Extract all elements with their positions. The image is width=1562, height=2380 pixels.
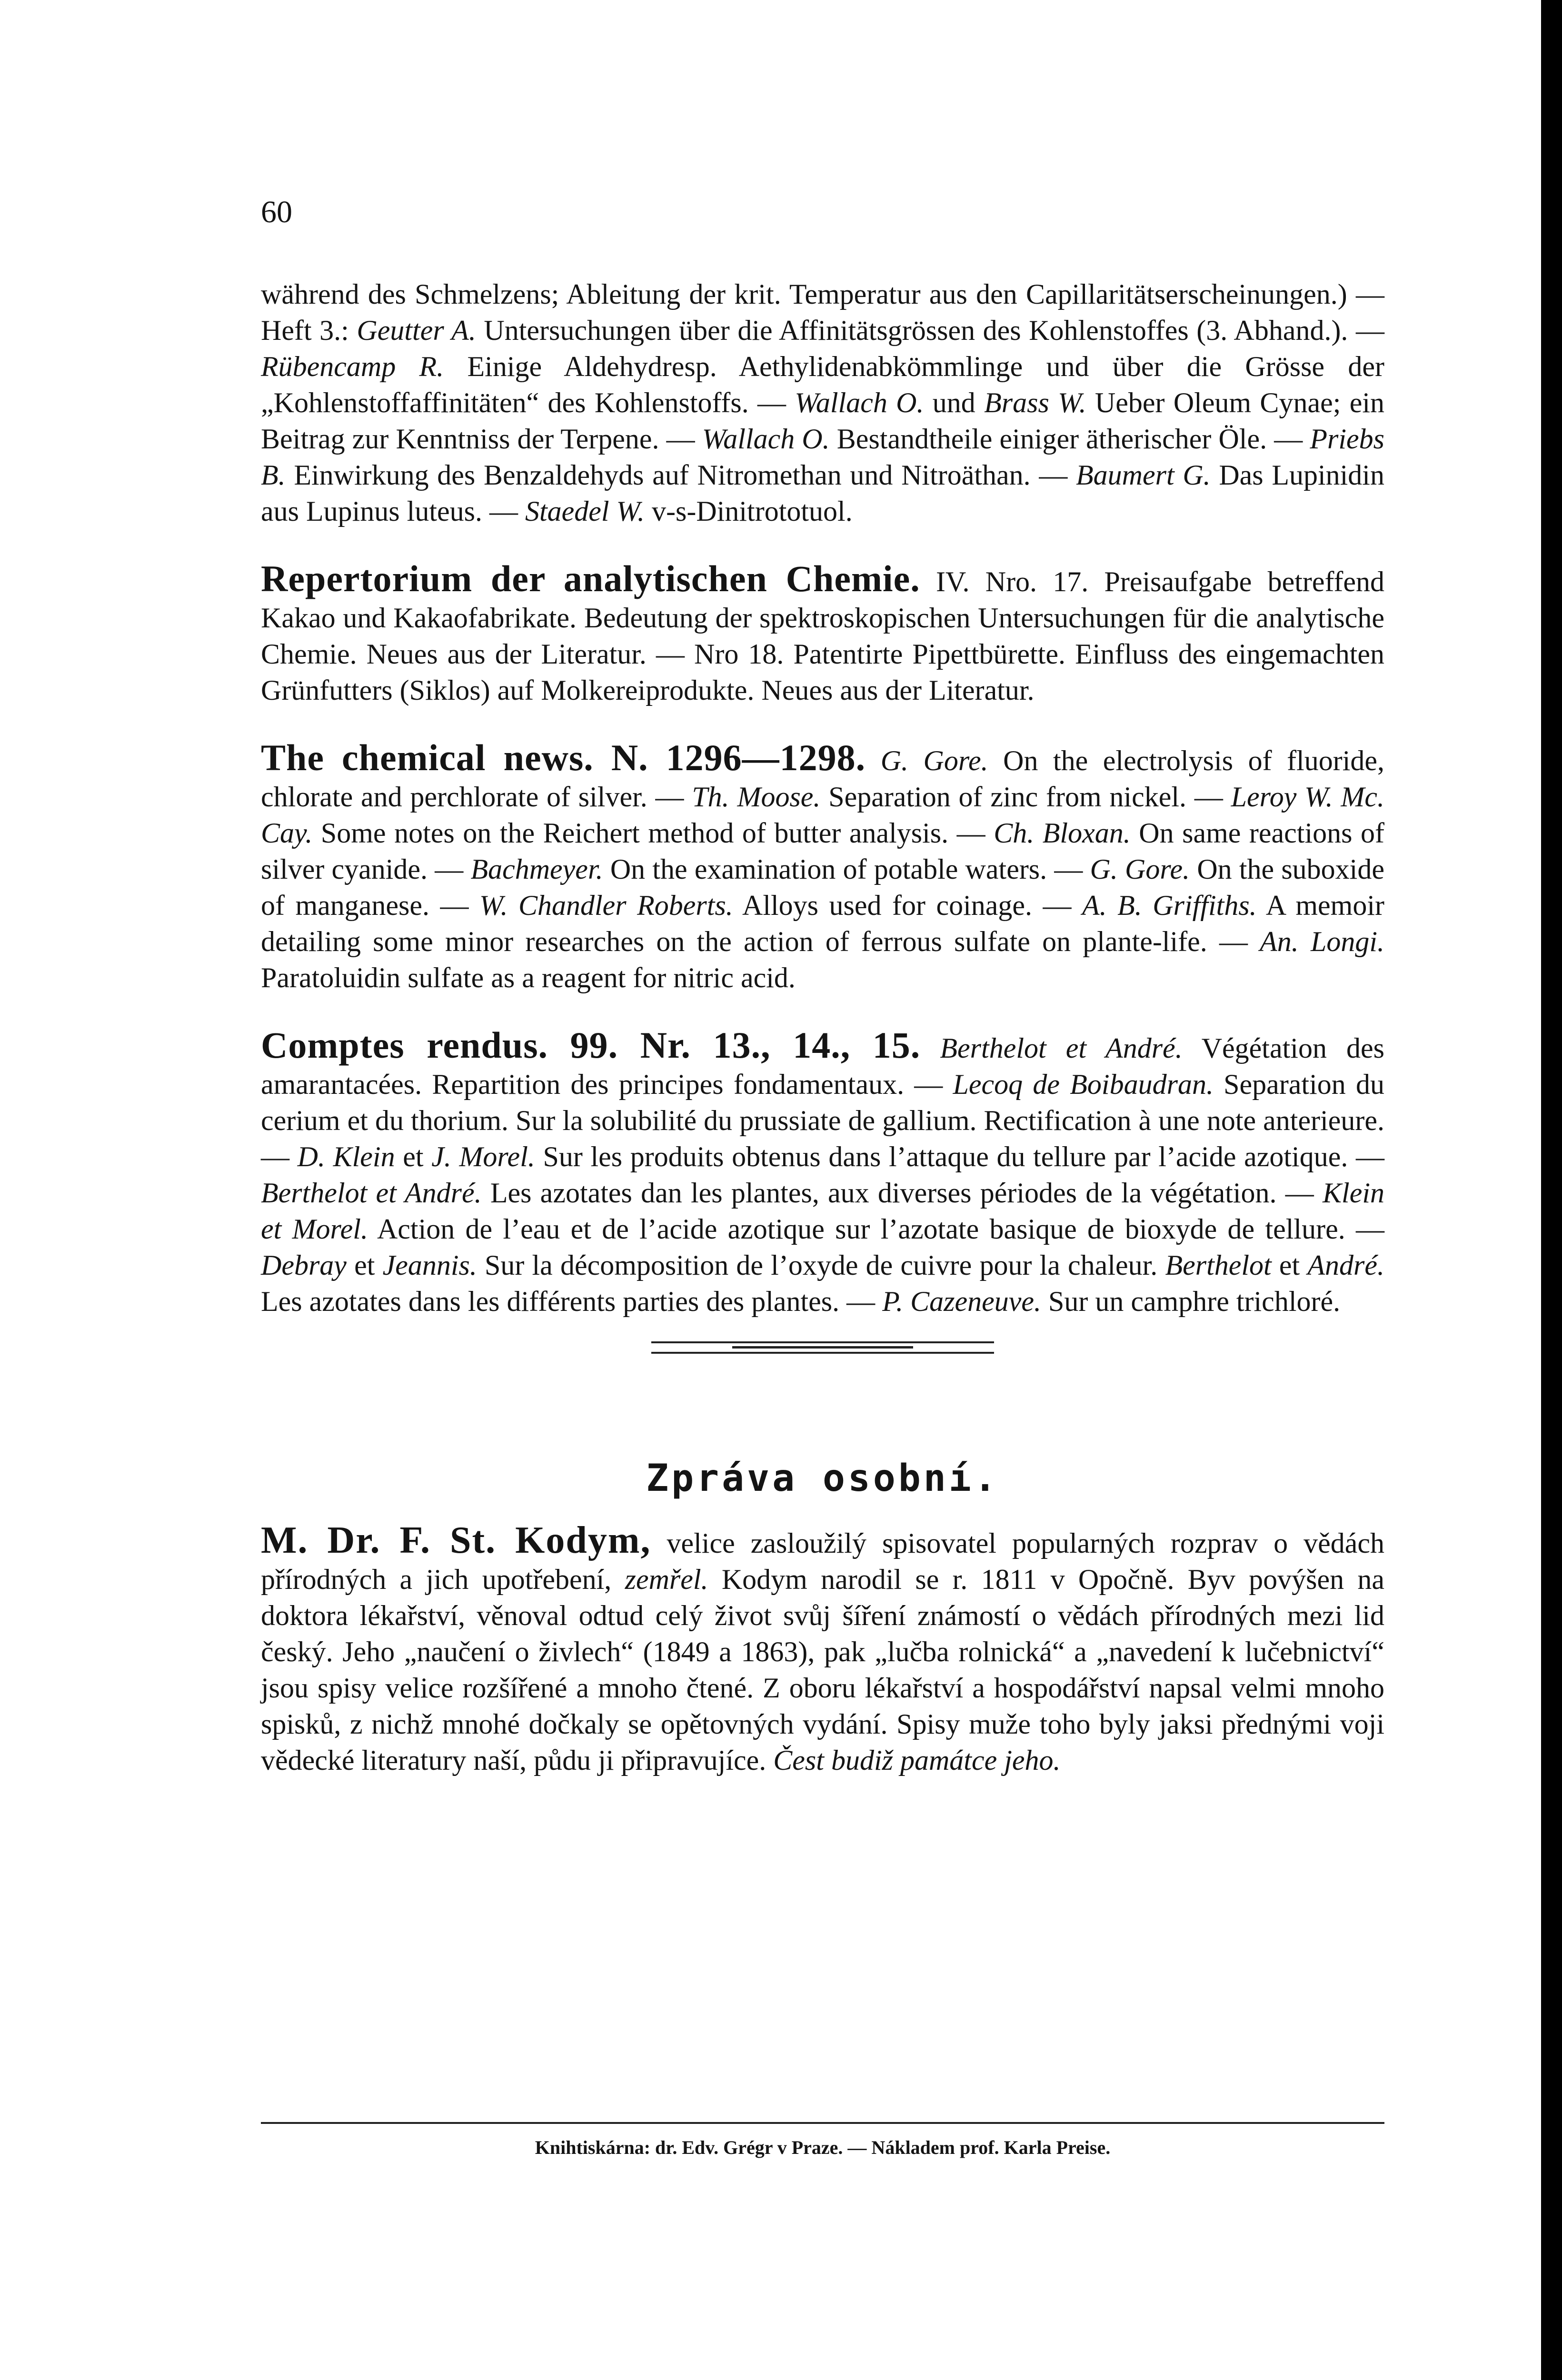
paragraph-comptes-rendus: Comptes rendus. 99. Nr. 13., 14., 15. Berthelot et André. Végétation des amarantacées. Repartition des principes fondamentaux. — Lecoq de Boibaudran. Separation du cerium et du thorium. Sur la solubilité du prussiate de gallium. Rectification à une note anterieure. — D. Klein et J. Morel. Sur les produits obtenus dans l’attaque du tellure par l’acide azotique. — Berthelot et André. Les azotates dan les plantes, aux diverses périodes de la végétation. — Klein et Morel. Action de l’eau et de l’acide azotique sur l’azotate basique de bioxyde de tellure. — Debray et Jeannis. Sur la décomposition de l’oxyde de cuivre pour la chaleur. Berthelot et André. Les azotates dans les différents parties des plantes. — P. Cazeneuve. Sur un camphre trichloré. — [261, 1024, 1385, 1317]
paragraph-obituary: M. Dr. F. St. Kodym, velice zasloužilý spisovatel popularných rozprav o vědách přírodných a jich upotřebení, zemřel. Kodym narodil se r. 1811 v Opočně. Byv povýšen na doktora lékařství, věnoval odtud celý život svůj šíření známostí o vědách přírodných mezi lid český. Jeho „naučení o živlech“ (1849 a 1863), pak „lučba rolnická“ a „navedení k lučebnictví“ jsou spisy velice rozšířené a mnoho čtené. Z oboru lékařství a hospodářství napsal velmi mnoho spisků, z nichž mnohé dočkaly se opětovných vydání. Spisy muže toho byly jaksi přednými voji vědecké literatury naší, půdu ji připravujíce. Čest budiž památce jeho. — [261, 1519, 1384, 1776]
section-heading: Repertorium der analytischen Chemie. — [261, 558, 920, 599]
paragraph-repertorium: Repertorium der analytischen Chemie. IV. Nro. 17. Preisaufgabe betreffend Kakao und Kakaofabrikate. Bedeutung der spektroskopischen Untersuchungen für die analytische Chemie. Neues aus der Literatur. — Nro 18. Patentirte Pipettbürette. Einfluss des eingemachten Grünfutters (Siklos) auf Molkereiprodukte. Neues aus der Literatur. — [261, 558, 1385, 706]
divider-line — [651, 1352, 994, 1354]
divider-line — [732, 1346, 913, 1349]
obituary-name: M. Dr. F. St. Kodym, — [261, 1519, 651, 1561]
paragraph-chemical-news: The chemical news. N. 1296—1298. G. Gore. On the electrolysis of fluoride, chlorate and perchlorate of silver. — Th. Moose. Separation of zinc from nickel. — Leroy W. Mc. Cay. Some notes on the Reichert method of butter analysis. — Ch. Bloxan. On same reactions of silver cyanide. — Bachmeyer. On the examination of potable waters. — G. Gore. On the suboxide of manganese. — W. Chandler Roberts. Alloys used for coinage. — A. B. Griffiths. A memoir detailing some minor researches on the action of ferrous sulfate on plante-life. — An. Longi. Paratoluidin sulfate as a reagent for nitric acid. — [261, 737, 1384, 993]
personal-news-title: Zpráva osobní. — [646, 1457, 999, 1500]
page-content — [261, 276, 1384, 1778]
paragraph-chemie-berichte: während des Schmelzens; Ableitung der krit. Temperatur aus den Capillaritätserscheinungen.) — Heft 3.: Geutter A. Untersuchungen über die Affinitätsgrössen des Kohlenstoffes (3. Abhand.). — Rübencamp R. Einige Aldehydresp. Aethylidenabkömmlinge und über die Grösse der „Kohlenstoffaffinitäten“ des Kohlenstoffs. — Wallach O. und Brass W. Ueber Oleum Cynae; ein Beitrag zur Kenntniss der Terpene. — Wallach O. Bestandtheile einiger ätherischer Öle. — Priebs B. Einwirkung des Benzaldehyds auf Nitromethan und Nitroäthan. — Baumert G. Das Lupinidin aus Lupinus luteus. — Staedel W. v-s-Dinitrototuol. — [261, 278, 1385, 527]
section-heading: The chemical news. N. 1296—1298. — [261, 737, 866, 778]
section-divider — [261, 1332, 1384, 1370]
page-edge-bar — [1541, 0, 1562, 2380]
page-number: 60 — [261, 195, 292, 229]
section-heading: Comptes rendus. 99. Nr. 13., 14., 15. — [261, 1024, 921, 1066]
footer-rule — [261, 2122, 1384, 2124]
divider-line — [651, 1341, 994, 1343]
imprint-footer: Knihtiskárna: dr. Edv. Grégr v Praze. — Nákladem prof. Karla Preise. — [535, 2137, 1111, 2158]
